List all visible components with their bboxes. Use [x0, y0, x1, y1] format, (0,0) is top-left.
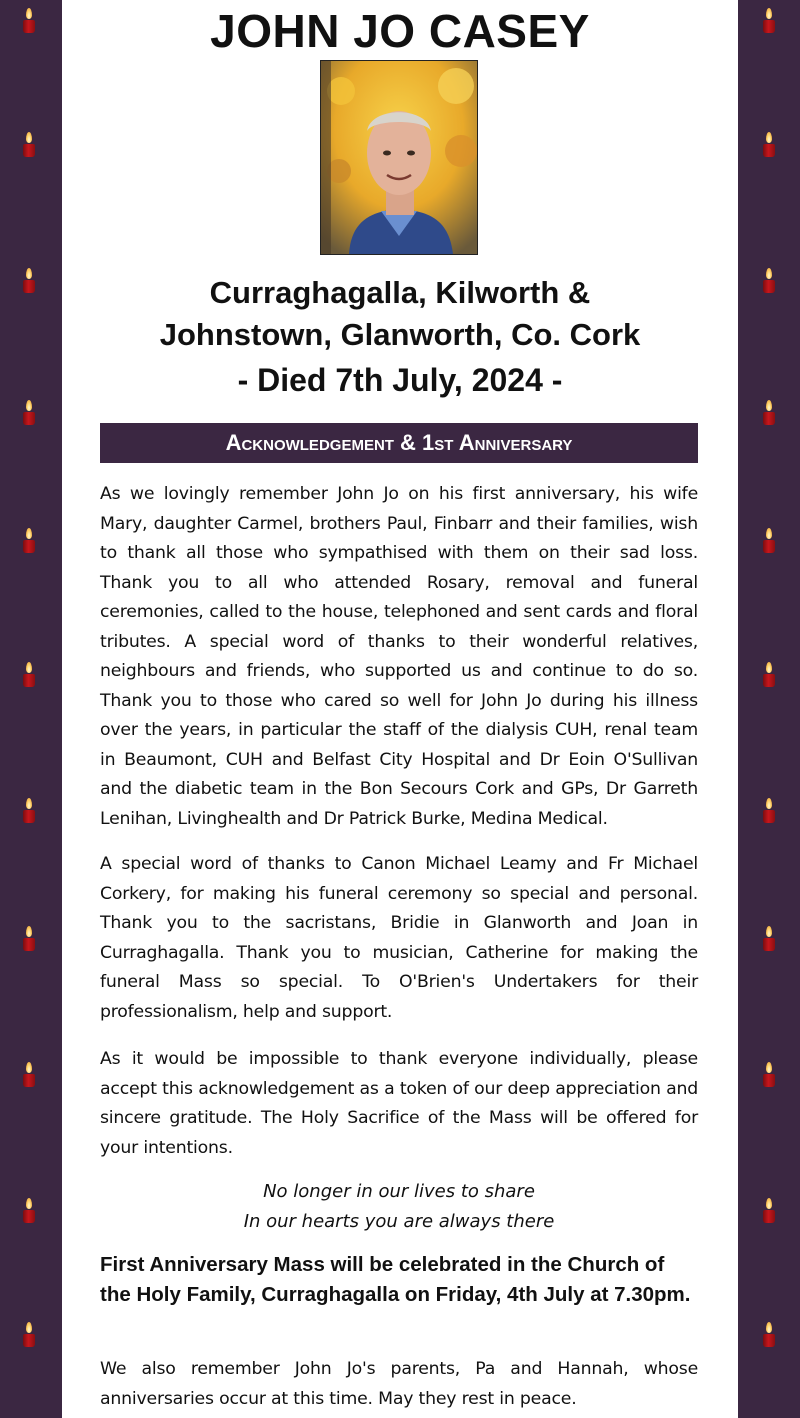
- candle-icon: [762, 1198, 776, 1224]
- paragraph-1: As we lovingly remember John Jo on his first anniversary, his wife Mary, daughter Carmel, brothers Paul, Finbarr and their families, wish to thank all those who sympathised with them on their sad loss. Thank you to all who attended Rosary, removal and funeral ceremonies, called to the house, telephoned and sent cards and floral tributes. A special word of thanks to their wonderful relatives, neighbours and friends, who supported us and continue to do so. Thank you to those who cared so well for John Jo during his illness over the years, in particular the staff of the dialysis CUH, renal team in Beaumont, CUH and Belfast City Hospital and Dr Eoin O'Sullivan and the diabetic team in the Bon Secours Cork and GPs, Dr Garreth Lenihan, Livinghealth and Dr Patrick Burke, Medina Medical.: [100, 484, 698, 829]
- candle-icon: [22, 528, 36, 554]
- closing-paragraph: We also remember John Jo's parents, Pa and Hannah, whose anniversaries occur at this time. May they rest in peace.: [100, 1359, 698, 1409]
- banner-title: Acknowledgement & 1st Anniversary: [225, 430, 573, 455]
- candle-icon: [22, 1198, 36, 1224]
- right-border: [738, 0, 800, 1418]
- paragraph-3: As it would be impossible to thank everyone individually, please accept this acknowledgement as a token of our deep appreciation and sincere gratitude. The Holy Sacrifice of the Mass will be offered for your intentions.: [100, 1049, 698, 1158]
- candle-icon: [22, 400, 36, 426]
- address-line-1: Curraghagalla, Kilworth &: [209, 275, 591, 310]
- left-border: [0, 0, 62, 1418]
- candle-icon: [762, 1322, 776, 1348]
- address: [62, 272, 738, 356]
- candle-icon: [22, 1322, 36, 1348]
- candle-icon: [762, 926, 776, 952]
- candle-icon: [762, 268, 776, 294]
- candle-icon: [22, 268, 36, 294]
- paragraph-2: A special word of thanks to Canon Michael Leamy and Fr Michael Corkery, for making his funeral ceremony so special and personal. Thank you to the sacristans, Bridie in Glanworth and Joan in Curraghagalla. Thank you to musician, Catherine for making the funeral Mass so special. To O'Brien's Undertakers for their professionalism, help and support.: [100, 854, 698, 1022]
- candle-icon: [22, 132, 36, 158]
- verse-line-2: In our hearts you are always there: [243, 1211, 555, 1232]
- candle-icon: [22, 1062, 36, 1088]
- candle-icon: [762, 798, 776, 824]
- address-line-2: Johnstown, Glanworth, Co. Cork: [159, 317, 641, 352]
- portrait-photo: [320, 60, 478, 255]
- section-banner: [100, 423, 698, 463]
- candle-icon: [762, 400, 776, 426]
- deceased-name: JOHN JO CASEY: [210, 5, 590, 57]
- candle-icon: [762, 132, 776, 158]
- candle-icon: [762, 1062, 776, 1088]
- candle-icon: [22, 662, 36, 688]
- verse: [100, 1177, 698, 1237]
- candle-icon: [762, 8, 776, 34]
- candle-icon: [762, 662, 776, 688]
- date-of-death: - Died 7th July, 2024 -: [237, 362, 563, 398]
- notice-panel: [62, 0, 738, 1418]
- verse-line-1: No longer in our lives to share: [263, 1181, 535, 1202]
- candle-icon: [22, 926, 36, 952]
- anniversary-mass: First Anniversary Mass will be celebrated in the Church of the Holy Family, Curraghagalla on Friday, 4th July at 7.30pm.: [100, 1253, 691, 1306]
- candle-icon: [22, 798, 36, 824]
- candle-icon: [22, 8, 36, 34]
- candle-icon: [762, 528, 776, 554]
